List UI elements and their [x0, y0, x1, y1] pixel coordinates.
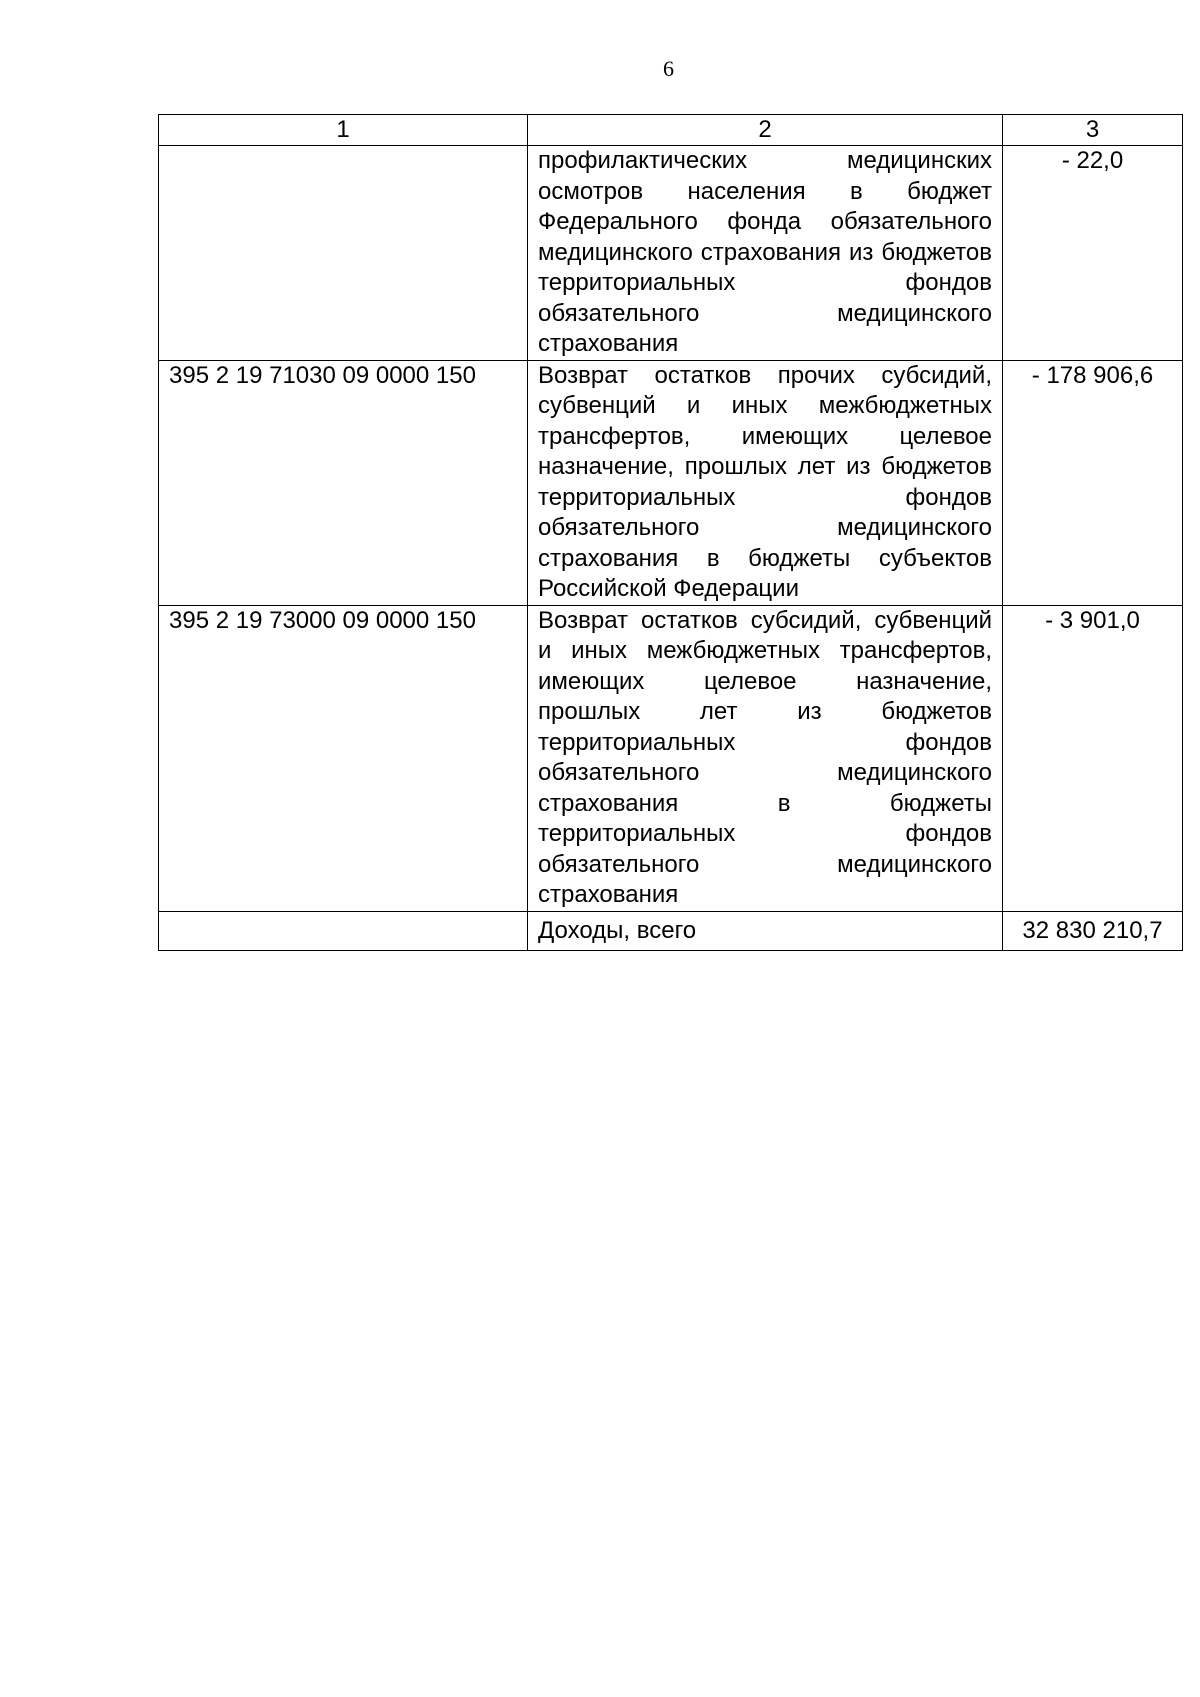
- income-description: Возврат остатков субсидий, субвенций и иных межбюджетных трансфертов, имеющих целевое назначение, прошлых лет из бюджетов территориальных фондов обязательного медицинского страхования в бюджеты территориальных фондов обязательного медицинского страхования: [528, 605, 1003, 911]
- header-cell-2: 2: [528, 115, 1003, 146]
- income-amount: - 3 901,0: [1003, 605, 1183, 911]
- income-description: профилактических медицинских осмотров населения в бюджет Федерального фонда обязательного медицинского страхования из бюджетов территориальных фондов обязательного медицинского страхования: [528, 146, 1003, 361]
- income-amount: - 178 906,6: [1003, 360, 1183, 605]
- budget-code: 395 2 19 73000 09 0000 150: [159, 605, 528, 911]
- table-row: [159, 605, 1183, 911]
- header-cell-1: 1: [159, 115, 528, 146]
- header-cell-3: 3: [1003, 115, 1183, 146]
- total-label: Доходы, всего: [528, 911, 1003, 951]
- income-description: Возврат остатков прочих субсидий, субвенций и иных межбюджетных трансфертов, имеющих целевое назначение, прошлых лет из бюджетов территориальных фондов обязательного медицинского страхования в бюджеты субъектов Российской Федерации: [528, 360, 1003, 605]
- budget-code: [159, 146, 528, 361]
- revenue-table: [158, 114, 1183, 951]
- total-amount: 32 830 210,7: [1003, 911, 1183, 951]
- budget-code: 395 2 19 71030 09 0000 150: [159, 360, 528, 605]
- table-row: [159, 360, 1183, 605]
- total-code: [159, 911, 528, 951]
- table-row: [159, 146, 1183, 361]
- table-header-row: [159, 115, 1183, 146]
- total-row: [159, 911, 1183, 951]
- page-number-text: 6: [663, 56, 674, 81]
- income-amount: - 22,0: [1003, 146, 1183, 361]
